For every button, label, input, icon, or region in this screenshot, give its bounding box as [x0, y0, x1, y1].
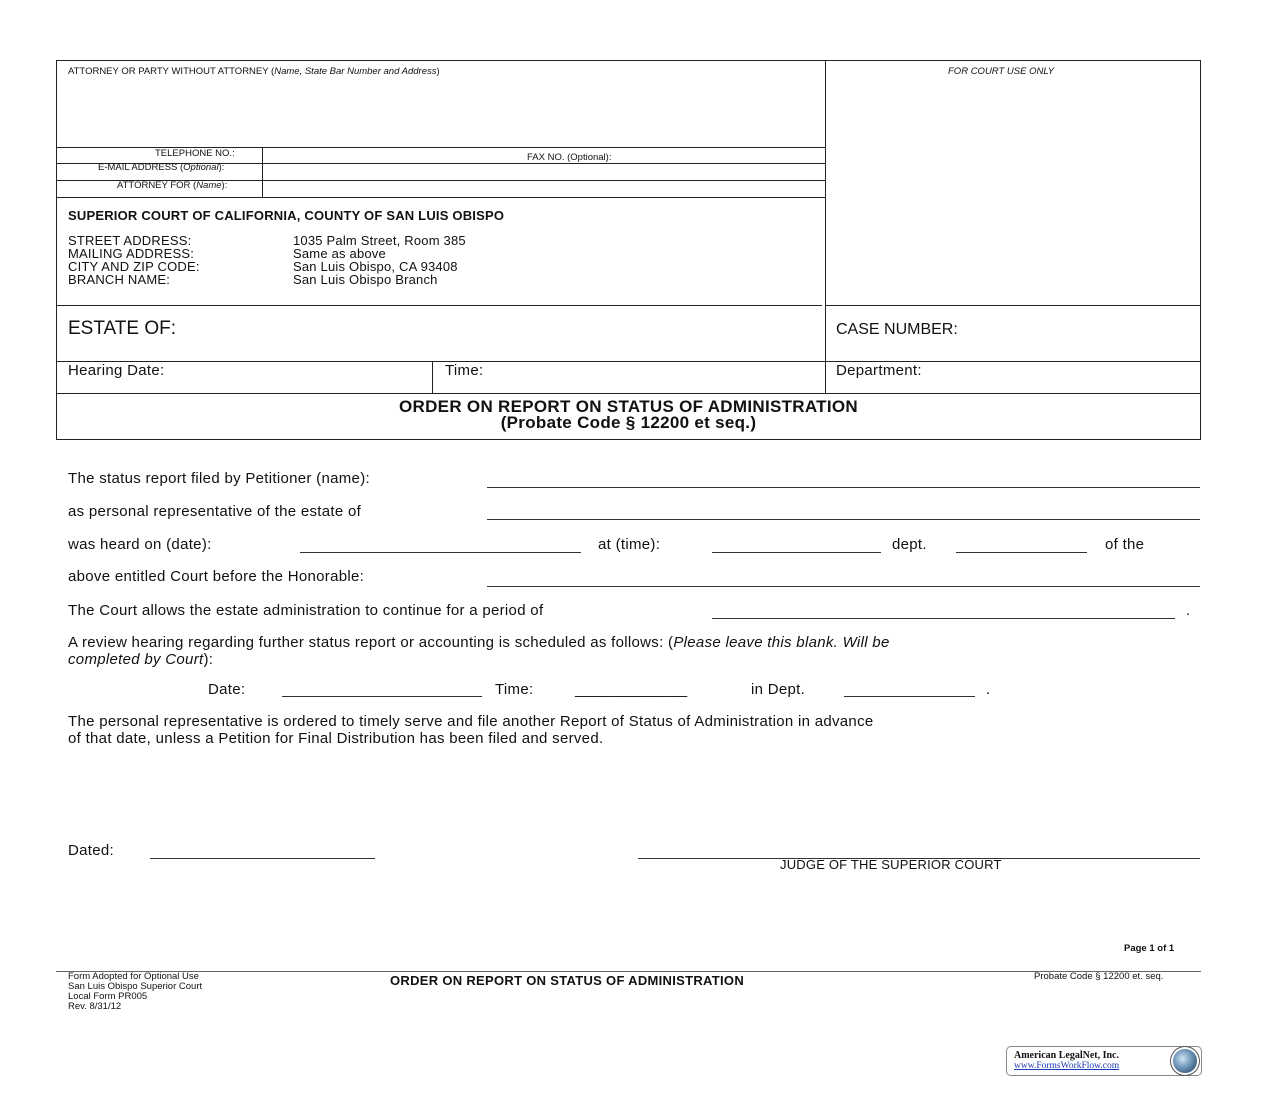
honorable-field[interactable]: [487, 586, 1200, 587]
page-number: Page 1 of 1: [1124, 943, 1175, 954]
telephone-label: TELEPHONE NO.:: [155, 148, 235, 159]
of-the-label: of the: [1105, 536, 1145, 553]
estate-field[interactable]: [220, 312, 820, 356]
review-time-label: Time:: [495, 681, 534, 698]
telephone-field[interactable]: [263, 148, 513, 162]
review-dept-field[interactable]: [844, 696, 975, 697]
email-label: E-MAIL ADDRESS (Optional):: [98, 162, 225, 173]
hearing-date-label: Hearing Date:: [68, 362, 165, 379]
fax-label: FAX NO. (Optional):: [527, 152, 612, 163]
form-adoption-info: Form Adopted for Optional Use San Luis Obispo Superior Court Local Form PR005 Rev. 8/31/12: [68, 971, 203, 1012]
heard-time-field[interactable]: [712, 552, 881, 553]
dept-label: dept.: [892, 536, 927, 553]
at-time-label: at (time):: [598, 536, 661, 553]
hearing-time-field[interactable]: [500, 363, 820, 391]
review-in-dept-label: in Dept.: [751, 681, 806, 698]
mailing-address-label: MAILING ADDRESS:: [68, 246, 195, 261]
heard-dept-field[interactable]: [956, 552, 1087, 553]
department-label: Department:: [836, 362, 922, 379]
judge-label: JUDGE OF THE SUPERIOR COURT: [780, 857, 1002, 872]
review-dept-end: .: [986, 681, 991, 698]
city-zip-label: CITY AND ZIP CODE:: [68, 259, 200, 274]
email-field[interactable]: [263, 164, 823, 179]
continue-label: The Court allows the estate administration to continue for a period of: [68, 602, 544, 619]
street-address-label: STREET ADDRESS:: [68, 233, 192, 248]
heard-on-label: was heard on (date):: [68, 536, 212, 553]
petitioner-field[interactable]: [487, 487, 1200, 488]
attorney-for-label: ATTORNEY FOR (Name):: [117, 180, 228, 191]
hearing-time-label: Time:: [445, 362, 484, 379]
logo-name: American LegalNet, Inc.: [1014, 1050, 1119, 1061]
attorney-for-field[interactable]: [263, 181, 823, 196]
petitioner-label: The status report filed by Petitioner (name):: [68, 470, 370, 487]
review-date-field[interactable]: [282, 696, 482, 697]
branch-name-label: BRANCH NAME:: [68, 272, 171, 287]
form-title: ORDER ON REPORT ON STATUS OF ADMINISTRATION: [399, 397, 858, 416]
estate-of-field[interactable]: [487, 519, 1200, 520]
globe-icon: [1173, 1049, 1197, 1073]
ordered-text: The personal representative is ordered to timely serve and file another Report of Status of Administration in advance of that date, unless a Petition for Final Distribution has been filed and served.: [68, 713, 874, 747]
dated-label: Dated:: [68, 842, 114, 859]
attorney-label: ATTORNEY OR PARTY WITHOUT ATTORNEY (Name, State Bar Number and Address): [68, 66, 440, 77]
city-zip-value: San Luis Obispo, CA 93408: [293, 259, 458, 274]
dated-field[interactable]: [150, 858, 375, 859]
heard-date-field[interactable]: [300, 552, 581, 553]
department-field[interactable]: [955, 363, 1195, 391]
logo-url[interactable]: www.FormsWorkFlow.com: [1014, 1061, 1120, 1071]
case-number-field[interactable]: [1000, 312, 1195, 356]
court-title: SUPERIOR COURT OF CALIFORNIA, COUNTY OF SAN LUIS OBISPO: [68, 208, 505, 223]
mailing-address-value: Same as above: [293, 246, 386, 261]
probate-code-ref: Probate Code § 12200 et. seq.: [1034, 971, 1164, 982]
estate-label: ESTATE OF:: [68, 318, 177, 339]
honorable-label: above entitled Court before the Honorable:: [68, 568, 365, 585]
review-hearing-text: A review hearing regarding further status report or accounting is scheduled as follows: (Please leave this blank. Will be completed by Court):: [68, 634, 890, 668]
period-end: .: [1186, 602, 1191, 619]
review-time-field[interactable]: _____________: [575, 681, 688, 698]
fax-field[interactable]: [632, 148, 822, 162]
case-number-label: CASE NUMBER:: [836, 321, 958, 338]
american-legalnet-logo[interactable]: [1006, 1046, 1202, 1076]
period-field[interactable]: [712, 618, 1175, 619]
form-subtitle: (Probate Code § 12200 et seq.): [500, 413, 757, 432]
branch-name-value: San Luis Obispo Branch: [293, 272, 438, 287]
review-date-label: Date:: [208, 681, 246, 698]
hearing-date-field[interactable]: [200, 363, 428, 391]
street-address-value: 1035 Palm Street, Room 385: [293, 233, 466, 248]
footer-title: ORDER ON REPORT ON STATUS OF ADMINISTRATION: [390, 973, 745, 988]
representative-label: as personal representative of the estate of: [68, 503, 362, 520]
court-use-label: FOR COURT USE ONLY: [948, 66, 1055, 77]
